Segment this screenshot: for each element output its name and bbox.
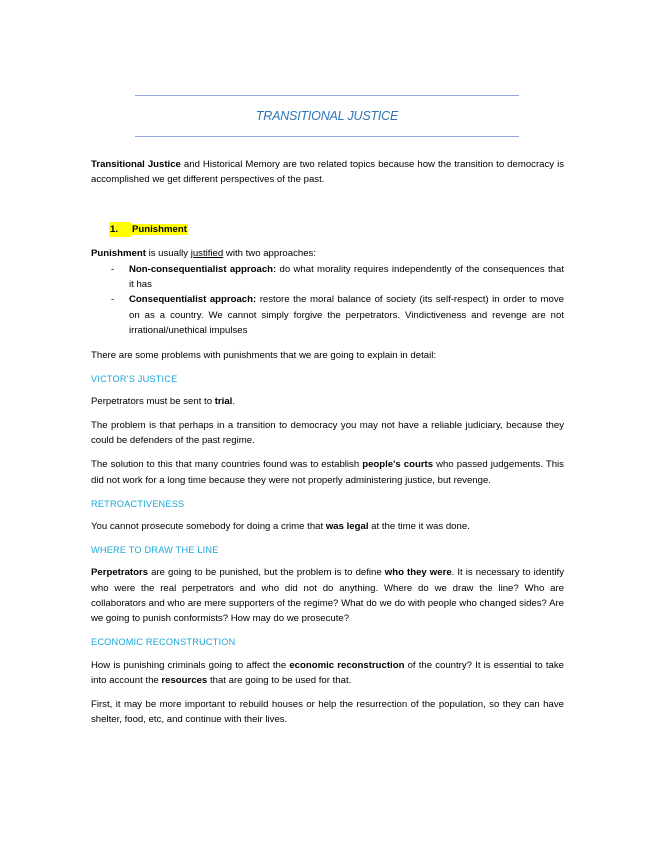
list-marker: - <box>111 263 115 275</box>
line-p1 <box>91 565 564 627</box>
list-item <box>91 292 564 338</box>
retro-p1-text-2: at the time it was done. <box>368 520 470 532</box>
approaches-list <box>91 262 564 339</box>
retro-p1-text-1: You cannot prosecute somebody for doing a crime that <box>91 520 326 532</box>
econ-p1-bold-1: economic reconstruction <box>289 659 405 671</box>
intro-bold: Transitional Justice <box>91 159 181 170</box>
list-marker: - <box>111 294 115 306</box>
victors-p3 <box>91 457 564 488</box>
list-item <box>91 262 564 293</box>
punishment-text-2: with two approaches: <box>223 248 317 260</box>
victors-p3-text-2: who passed judgements. This did not work for a long time because they were not properly administering justice, but revenge. <box>91 459 564 486</box>
victors-p2: The problem is that perhaps in a transition to democracy you may not have a reliable judiciary, because they could be defenders of the past regime. <box>91 419 564 447</box>
retro-p1 <box>91 519 564 534</box>
victors-p1-text-1: Perpetrators must be sent to <box>91 395 215 407</box>
punishment-text-1: is usually <box>145 248 191 260</box>
heading-number: 1. <box>109 222 131 237</box>
victors-p1 <box>91 394 564 409</box>
title-top-rule <box>135 95 519 96</box>
list-item-bold: Non-consequentialist approach: <box>129 263 277 275</box>
document-body <box>91 157 564 736</box>
victors-p1-bold: trial <box>214 395 233 407</box>
heading-economic-reconstruction: ECONOMIC RECONSTRUCTION <box>91 637 236 648</box>
title-bottom-rule <box>135 136 519 137</box>
retro-p1-bold: was legal <box>325 520 369 532</box>
econ-p2: First, it may be more important to rebuild houses or help the resurrection of the population, so they can have shelter, food, etc, and continue with their lives. <box>91 699 564 726</box>
line-p1-text-1: are going to be punished, but the problem is to define <box>148 567 385 579</box>
list-item-text: do what morality requires independently of the consequences that it has <box>129 263 564 291</box>
heading-label: Punishment <box>132 223 187 235</box>
line-p1-bold-1: Perpetrators <box>91 567 149 579</box>
line-p1-bold-2: who they were <box>384 567 452 579</box>
heading-retroactiveness: RETROACTIVENESS <box>91 498 185 509</box>
econ-p1-text-2: of the country? It is essential to take into account the <box>91 659 565 687</box>
document-title: TRANSITIONAL JUSTICE <box>255 109 399 123</box>
econ-p1-bold-2: resources <box>161 675 208 687</box>
punishment-lead <box>91 246 564 261</box>
line-p1-text-2: . It is necessary to identify who were the real perpetrators and who did not do anything. Where do we draw the line? Who are collaborators and who are mere supporters of the regime? What do we do with people who changed sides? Are we going to punish conformists? How may do we prosecute? <box>91 567 565 625</box>
econ-p1 <box>91 658 564 689</box>
econ-p1-text-1: How is punishing criminals going to affect the <box>91 659 290 671</box>
heading-where-to-draw-the-line: WHERE TO DRAW THE LINE <box>91 544 219 555</box>
victors-p3-bold: people's courts <box>362 459 434 471</box>
victors-p1-text-2: . <box>232 395 235 407</box>
victors-p3-text-1: The solution to this that many countries found was to establish <box>91 459 363 471</box>
intro-paragraph <box>91 157 564 188</box>
econ-p1-text-3: that are going to be used for that. <box>207 675 352 687</box>
intro-text: and Historical Memory are two related topics because how the transition to democracy is accomplished we get different perspectives of the past. <box>91 159 565 186</box>
problems-intro: There are some problems with punishments that we are going to explain in detail: <box>91 349 437 361</box>
list-item-text: restore the moral balance of society (its self-respect) in order to move on as a country. We cannot simply forgive the perpetrators. Vindictiveness and revenge are not irrational/unethical impulses <box>129 294 565 337</box>
justified-underlined: justified <box>190 248 224 260</box>
list-item-bold: Consequentialist approach: <box>129 294 257 306</box>
heading-punishment <box>109 222 564 237</box>
punishment-bold: Punishment <box>91 248 146 260</box>
heading-victors-justice: VICTOR'S JUSTICE <box>91 373 178 384</box>
